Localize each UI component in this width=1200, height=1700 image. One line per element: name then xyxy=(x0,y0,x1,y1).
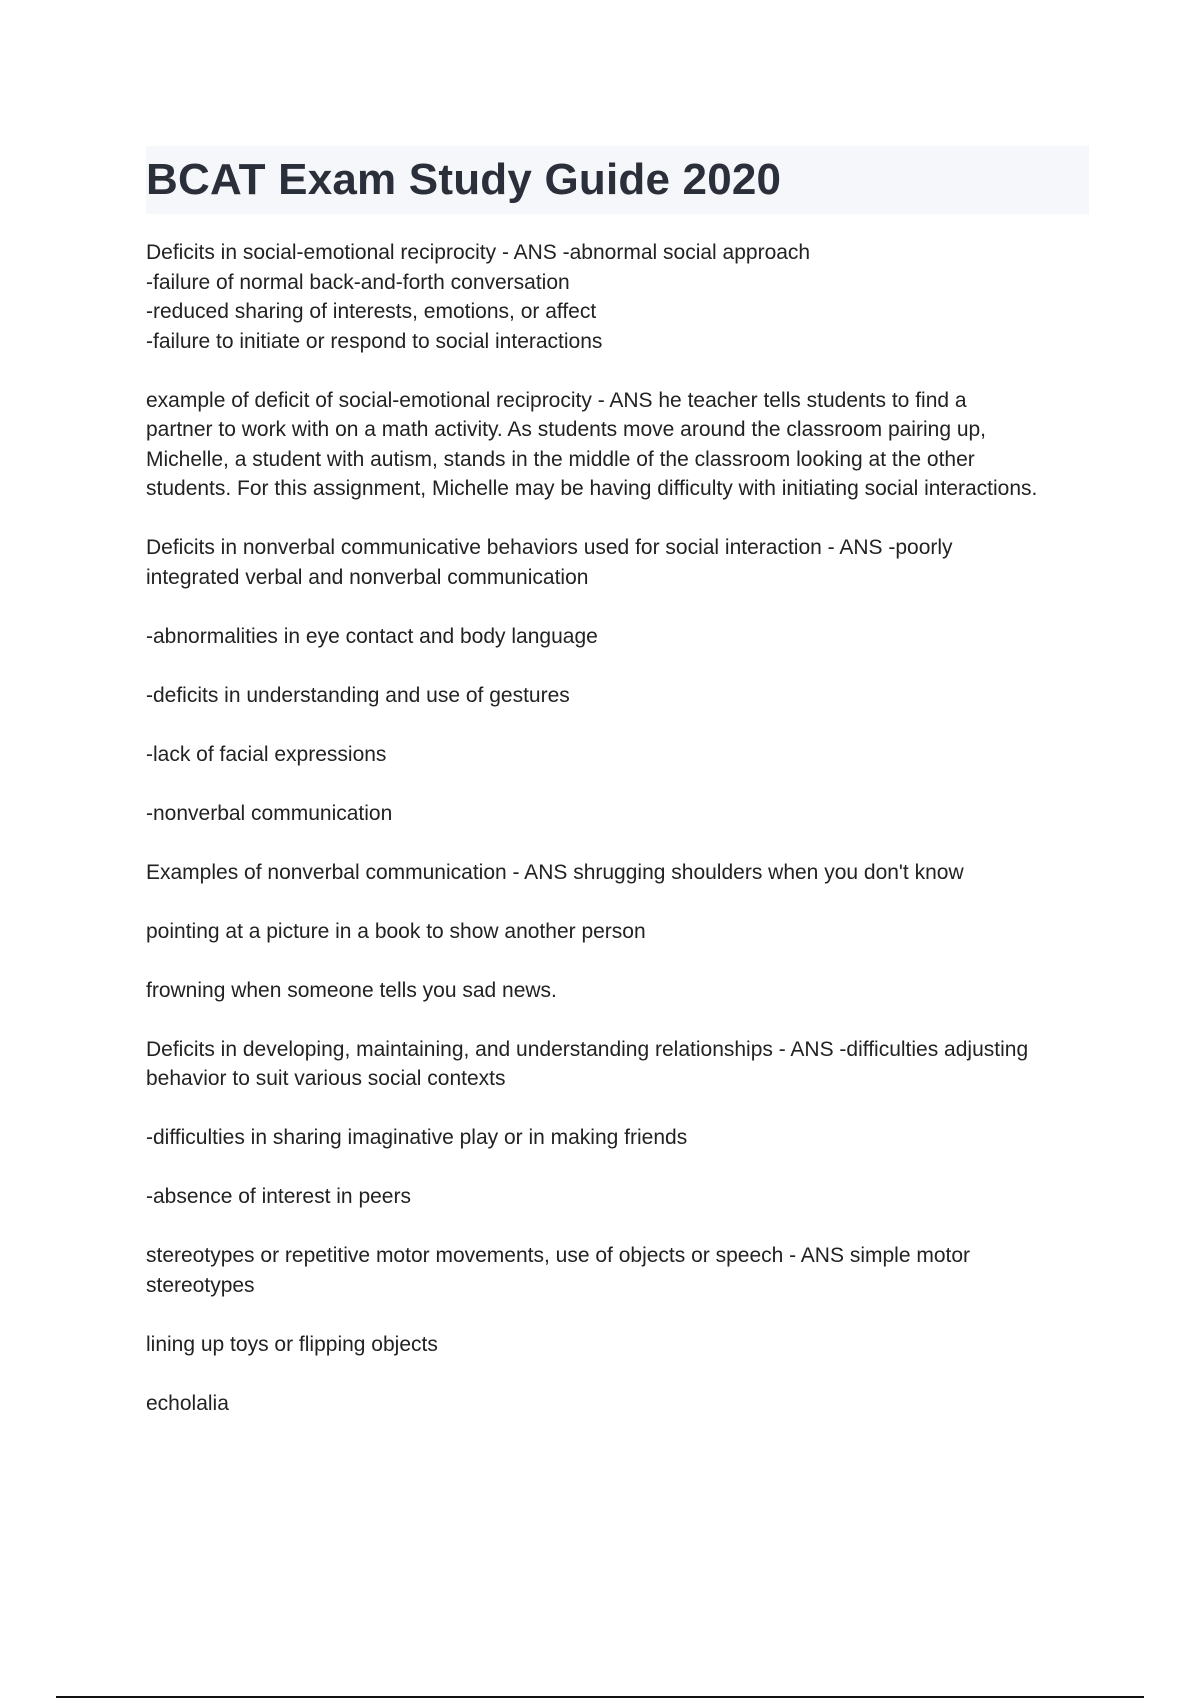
body-line: -nonverbal communication xyxy=(146,801,393,825)
body-line: partner to work with on a math activity. As students move around the classroom pairing up, xyxy=(146,418,987,441)
paragraph-gap xyxy=(146,651,1096,681)
paragraph-gap xyxy=(146,1005,1096,1035)
body-line: stereotypes or repetitive motor movements, use of objects or speech - ANS simple motor xyxy=(146,1244,971,1267)
body-line: Deficits in social-emotional reciprocity - ANS -abnormal social approach xyxy=(146,241,811,264)
body-line: echolalia xyxy=(146,1391,229,1415)
body-line: -reduced sharing of interests, emotions, or affect xyxy=(146,300,597,323)
body-line: Michelle, a student with autism, stands in the middle of the classroom looking at the other xyxy=(146,447,975,471)
body-line: lining up toys or flipping objects xyxy=(146,1332,438,1356)
body-line: Examples of nonverbal communication - ANS shrugging shoulders when you don't know xyxy=(146,860,964,884)
paragraph-gap xyxy=(146,1153,1096,1183)
paragraph-gap xyxy=(146,828,1096,858)
paragraph-gap xyxy=(146,356,1096,386)
paragraph-gap xyxy=(146,887,1096,917)
body-line: Deficits in nonverbal communicative behaviors used for social interaction - ANS -poorly xyxy=(146,536,953,559)
body-line: behavior to suit various social contexts xyxy=(146,1067,506,1090)
page-title: BCAT Exam Study Guide 2020 xyxy=(146,155,782,204)
body-line: example of deficit of social-emotional reciprocity - ANS he teacher tells students to find a xyxy=(146,388,967,412)
paragraph-gap xyxy=(146,1359,1096,1389)
body-line: -abnormalities in eye contact and body language xyxy=(146,624,598,648)
body-line: Deficits in developing, maintaining, and understanding relationships - ANS -difficulties adjusting xyxy=(146,1037,1029,1061)
paragraph-gap xyxy=(146,769,1096,799)
document-body xyxy=(146,238,1096,1418)
paragraph-gap xyxy=(146,1094,1096,1124)
body-line: -lack of facial expressions xyxy=(146,742,387,766)
body-line: -failure to initiate or respond to social interactions xyxy=(146,329,603,353)
paragraph-gap xyxy=(146,710,1096,740)
body-line: integrated verbal and nonverbal communication xyxy=(146,565,589,589)
body-line: -deficits in understanding and use of gestures xyxy=(146,683,570,707)
body-line: frowning when someone tells you sad news. xyxy=(146,978,557,1002)
paragraph-gap xyxy=(146,1300,1096,1330)
body-line: -difficulties in sharing imaginative play or in making friends xyxy=(146,1126,688,1149)
paragraph-gap xyxy=(146,946,1096,976)
body-line: -absence of interest in peers xyxy=(146,1185,411,1208)
paragraph-gap xyxy=(146,592,1096,622)
footer-rule xyxy=(56,1696,1144,1698)
body-line: stereotypes xyxy=(146,1273,255,1297)
body-line: students. For this assignment, Michelle may be having difficulty with initiating social interactions. xyxy=(146,477,1038,500)
paragraph-gap xyxy=(146,504,1096,534)
body-line: pointing at a picture in a book to show another person xyxy=(146,919,646,943)
body-line: -failure of normal back-and-forth conversation xyxy=(146,270,570,294)
paragraph-gap xyxy=(146,1212,1096,1242)
